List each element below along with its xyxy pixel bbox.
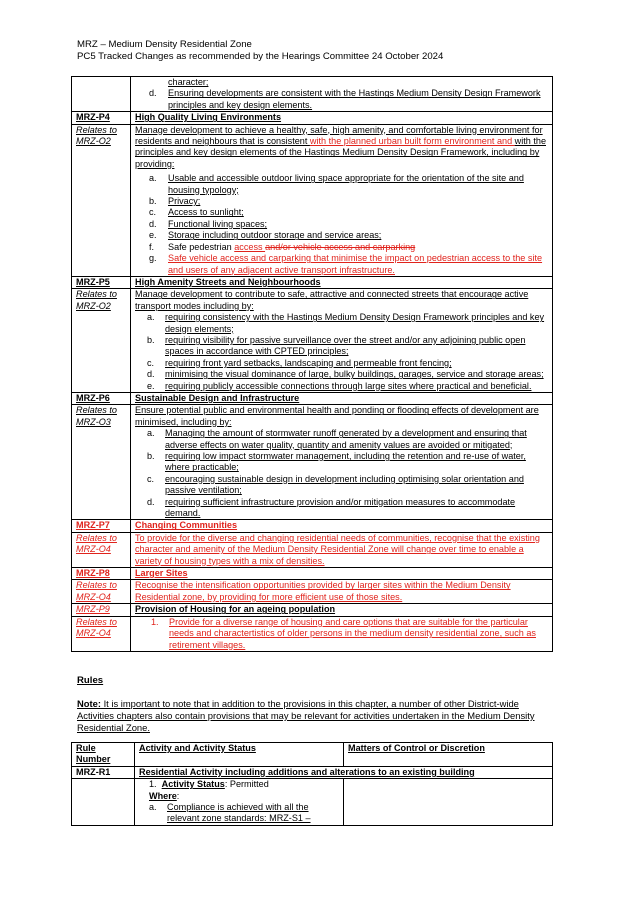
relates-objective: MRZ-O3 xyxy=(76,416,111,427)
policy-code: MRZ-P9 xyxy=(72,604,131,616)
list-item: g. Safe vehicle access and carparking that minimise the impact on pedestrian access to the site and users of any adjacent active transport infrastructure. xyxy=(149,253,543,275)
table-row xyxy=(72,616,553,651)
list-item: f. Safe pedestrian access and/or vehicle access and carparking xyxy=(149,241,416,252)
table-row xyxy=(72,532,553,567)
policy-code: MRZ-P6 xyxy=(72,392,131,404)
policy-code: MRZ-P4 xyxy=(72,112,131,124)
table-row xyxy=(72,124,553,276)
policy-intro: Manage development to contribute to safe, attractive and connected streets that encourage active transport modes including by: xyxy=(135,289,529,311)
list-item: e. Storage including outdoor storage and service areas; xyxy=(149,230,382,241)
list-item: a. Usable and accessible outdoor living space appropriate for the orientation of the site and housing typology; xyxy=(149,173,524,195)
policy-title: Provision of Housing for an ageing population xyxy=(131,604,553,616)
where-label: Where: xyxy=(149,790,180,801)
policy-intro: Manage development to achieve a healthy, safe, high amenity, and comfortable living environment for residents and neighbours that is consistent with the planned urban built form environment and with the principles and key design elements of the Hastings Medium Density Design Framework, including by providing: xyxy=(135,124,546,169)
relates-label: Relates to xyxy=(76,616,117,627)
relates-objective: MRZ-O2 xyxy=(76,300,111,311)
list-item: b. Privacy; xyxy=(149,196,201,207)
policy-code: MRZ-P7 xyxy=(72,520,131,532)
list-item: b. requiring visibility for passive surveillance over the street and/or any adjoining public open spaces in accordance with CPTED principles; xyxy=(147,334,526,357)
list-item: a. requiring consistency with the Hastings Medium Density Design Framework principles and key design elements; xyxy=(147,312,545,334)
table-row xyxy=(72,112,553,124)
list-item: c. encouraging sustainable design in development including optimising solar orientation and passive ventilation; xyxy=(147,473,524,496)
list-item: d. requiring sufficient infrastructure provision and/or mitigation measures to accommodate demand. xyxy=(147,496,516,519)
relates-label: Relates to xyxy=(76,532,117,543)
list-item: e. requiring publicly accessible connections through large sites where practical and beneficial. xyxy=(147,380,532,391)
policy-title: Larger Sites xyxy=(131,568,553,580)
policy-intro: Ensure potential public and environmental health and ponding or flooding effects of development are minimised, including by: xyxy=(135,405,539,427)
table-row xyxy=(72,405,553,520)
table-row xyxy=(72,766,553,778)
activity-status: 1. Activity Status: Permitted xyxy=(149,779,269,790)
relates-label: Relates to xyxy=(76,289,117,300)
relates-objective: MRZ-O2 xyxy=(76,136,111,147)
policy-items xyxy=(135,170,548,276)
policy-code: MRZ-P8 xyxy=(72,568,131,580)
relates-label: Relates to xyxy=(76,580,117,591)
table-row xyxy=(72,392,553,404)
list-item: a. Compliance is achieved with all the relevant zone standards: MRZ-S1 – xyxy=(149,802,311,824)
list-item: d. Ensuring developments are consistent with the Hastings Medium Density Design Framework principles and key design elements. xyxy=(149,88,541,110)
relates-label: Relates to xyxy=(76,405,117,416)
policy-title: High Quality Living Environments xyxy=(131,112,553,124)
rules-note: Note: It is important to note that in addition to the provisions in this chapter, a number of other District-wide Activities chapters also contain provisions that may be relevant for activities undertaken in the Medium Density Residential Zone. xyxy=(77,698,535,733)
table-row xyxy=(72,743,553,767)
policy-title: Changing Communities xyxy=(131,520,553,532)
policy-title: Sustainable Design and Infrastructure xyxy=(131,392,553,404)
list-item: d. minimising the visual dominance of large, bulky buildings, garages, service and storage areas; xyxy=(147,369,544,380)
relates-objective: MRZ-O4 xyxy=(76,591,111,602)
list-item: 1. Provide for a diverse range of housing and care options that are suitable for the particular needs and charactertistics of older persons in the medium density residential zone, such as retirement villages. xyxy=(151,616,536,650)
table-row xyxy=(72,604,553,616)
column-header: Activity and Activity Status xyxy=(135,743,344,767)
list-item: d. Functional living spaces; xyxy=(149,218,268,229)
rules-table xyxy=(71,742,553,826)
table-row xyxy=(72,568,553,580)
rule-title: Residential Activity including additions and alterations to an existing building xyxy=(135,766,553,778)
header-line-1: MRZ – Medium Density Residential Zone xyxy=(77,39,252,50)
list-item: a. Managing the amount of stormwater runoff generated by a development and ensuring that adverse effects on water quality, quantity and amenity values are avoided or mitigated; xyxy=(147,428,527,450)
policy-title: High Amenity Streets and Neighbourhoods xyxy=(131,276,553,288)
column-header: Matters of Control or Discretion xyxy=(344,743,553,767)
list-item: c. requiring front yard setbacks, landscaping and permeable front fencing; xyxy=(147,357,452,368)
list-item: c. Access to sunlight; xyxy=(149,207,244,218)
continuation-line: character; xyxy=(168,77,209,87)
relates-objective: MRZ-O4 xyxy=(76,544,111,555)
table-row xyxy=(72,779,553,826)
list-item: b. requiring low impact stormwater management, including the retention and re-use of water, where practicable; xyxy=(147,451,526,473)
table-row xyxy=(72,580,553,604)
relates-label: Relates to xyxy=(76,124,117,135)
page-header xyxy=(77,39,443,63)
policy-text: To provide for the diverse and changing residential needs of communities, recognise that the existing character and amenity of the Medium Density Residential Zone will change over time to enable a variety of housing types with a mix of densities. xyxy=(131,532,553,567)
policy-code: MRZ-P5 xyxy=(72,276,131,288)
rule-code: MRZ-R1 xyxy=(72,766,135,778)
policies-table xyxy=(71,76,553,652)
table-row xyxy=(72,77,553,112)
relates-objective: MRZ-O4 xyxy=(76,628,111,639)
table-row xyxy=(72,520,553,532)
header-line-2: PC5 Tracked Changes as recommended by the Hearings Committee 24 October 2024 xyxy=(77,51,444,62)
table-row xyxy=(72,276,553,288)
rules-heading: Rules xyxy=(77,675,104,686)
column-header: Rule Number xyxy=(72,743,135,767)
policy-text: Recognise the intensification opportunities provided by larger sites within the Medium Density Residential zone, by providing for more efficient use of those sites. xyxy=(131,580,553,604)
table-row xyxy=(72,289,553,393)
